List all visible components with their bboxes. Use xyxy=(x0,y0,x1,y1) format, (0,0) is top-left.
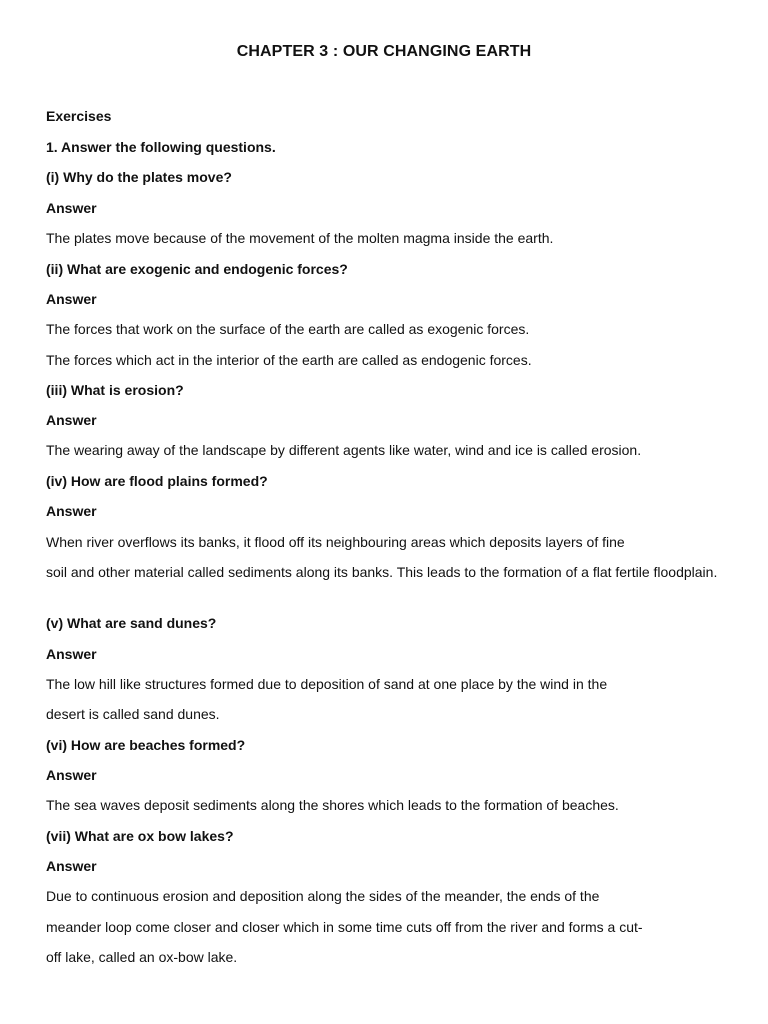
answer-text-4a: When river overflows its banks, it flood off its neighbouring areas which deposits layers of fine xyxy=(46,534,625,550)
answer-text-7a: Due to continuous erosion and deposition along the sides of the meander, the ends of the xyxy=(46,888,600,904)
answer-text-1: The plates move because of the movement of the molten magma inside the earth. xyxy=(46,230,554,246)
answer-label-4: Answer xyxy=(46,503,97,519)
answer-text-2b: The forces which act in the interior of the earth are called as endogenic forces. xyxy=(46,352,532,368)
answer-label-1: Answer xyxy=(46,200,97,216)
question-6: (vi) How are beaches formed? xyxy=(46,737,246,753)
answer-label-6: Answer xyxy=(46,767,97,783)
answer-text-4b: soil and other material called sediments along its banks. This leads to the formation of a flat fertile floodplain. xyxy=(46,564,718,580)
answer-label-3: Answer xyxy=(46,412,97,428)
question-5: (v) What are sand dunes? xyxy=(46,615,217,631)
question-7: (vii) What are ox bow lakes? xyxy=(46,828,234,844)
answer-text-3: The wearing away of the landscape by different agents like water, wind and ice is called erosion. xyxy=(46,442,642,458)
answer-label-2: Answer xyxy=(46,291,97,307)
page-title: CHAPTER 3 : OUR CHANGING EARTH xyxy=(236,43,532,60)
section-heading-exercises: Exercises xyxy=(46,108,112,124)
answer-label-7: Answer xyxy=(46,858,97,874)
answer-text-5a: The low hill like structures formed due to deposition of sand at one place by the wind in the xyxy=(46,676,608,692)
question-2: (ii) What are exogenic and endogenic forces? xyxy=(46,261,348,277)
question-1: (i) Why do the plates move? xyxy=(46,169,232,185)
answer-text-2a: The forces that work on the surface of the earth are called as exogenic forces. xyxy=(46,321,530,337)
exercise-instruction: 1. Answer the following questions. xyxy=(46,139,276,155)
answer-label-5: Answer xyxy=(46,646,97,662)
answer-text-7c: off lake, called an ox-bow lake. xyxy=(46,949,238,965)
answer-text-6: The sea waves deposit sediments along the shores which leads to the formation of beaches. xyxy=(46,797,619,813)
answer-text-5b: desert is called sand dunes. xyxy=(46,706,220,722)
question-3: (iii) What is erosion? xyxy=(46,382,184,398)
question-4: (iv) How are flood plains formed? xyxy=(46,473,268,489)
answer-text-7b: meander loop come closer and closer which in some time cuts off from the river and forms a cut- xyxy=(46,919,643,935)
